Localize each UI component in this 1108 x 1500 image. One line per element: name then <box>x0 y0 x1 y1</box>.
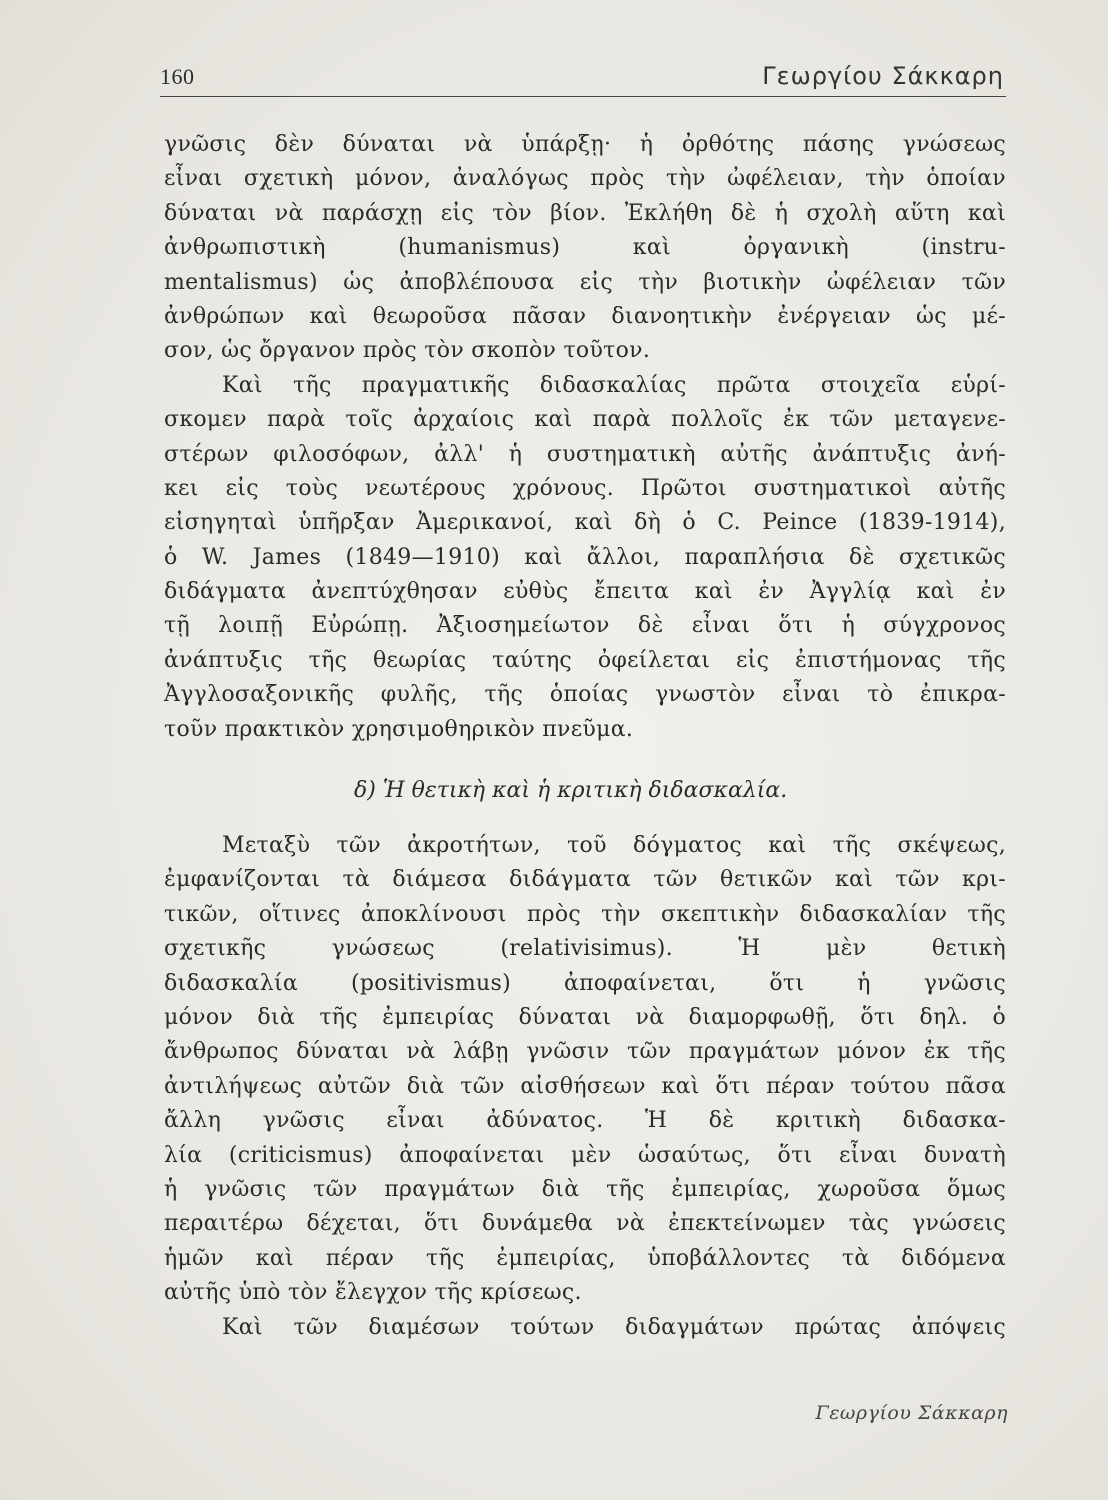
text-line: ἄλλη γνῶσις εἶναι ἀδύνατος. Ἡ δὲ κριτικὴ διδασκα- <box>164 1108 1006 1134</box>
footer-signature: Γεωργίου Σάκκαρη <box>815 1402 1008 1424</box>
paragraph-1 <box>164 128 1006 369</box>
page-header <box>160 60 1004 96</box>
text-line: δύναται νὰ παράσχῃ εἰς τὸν βίον. Ἐκλήθη δὲ ἡ σχολὴ αὕτη καὶ <box>164 200 1006 226</box>
text-line: Καὶ τῶν διαμέσων τούτων διδαγμάτων πρώτας ἀπόψεις <box>222 1314 1006 1340</box>
page-body <box>164 128 1006 1345</box>
running-head: Γεωργίου Σάκκαρη <box>762 62 1004 90</box>
text-line: στέρων φιλοσόφων, ἀλλ' ἡ συστηματικὴ αὐτῆς ἀνάπτυξις ἀνή- <box>164 441 1006 467</box>
text-line: ἀνθρωπιστικὴ (humanismus) καὶ ὀργανικὴ (instru- <box>164 235 1006 261</box>
text-line: ἀνάπτυξις τῆς θεωρίας ταύτης ὀφείλεται εἰς ἐπιστήμονας τῆς <box>164 647 1006 673</box>
text-line: ἡμῶν καὶ πέραν τῆς ἐμπειρίας, ὑποβάλλοντες τὰ διδόμενα <box>164 1245 1006 1271</box>
text-line: σχετικῆς γνώσεως (relativisimus). Ἡ μὲν θετικὴ <box>164 936 1006 962</box>
text-line: εἰσηγηταὶ ὑπῆρξαν Ἀμερικανοί, καὶ δὴ ὁ C. Peince (1839-1914), <box>164 510 1006 536</box>
text-line: ὁ W. James (1849—1910) καὶ ἄλλοι, παραπλήσια δὲ σχετικῶς <box>164 544 1006 570</box>
text-line: Μεταξὺ τῶν ἀκροτήτων, τοῦ δόγματος καὶ τῆς σκέψεως, <box>222 833 1006 859</box>
text-line: λία (criticismus) ἀποφαίνεται μὲν ὡσαύτως, ὅτι εἶναι δυνατὴ <box>164 1142 1006 1168</box>
text-line: mentalismus) ὡς ἀποβλέπουσα εἰς τὴν βιοτικὴν ὠφέλειαν τῶν <box>164 269 1006 295</box>
section-heading: δ) Ἡ θετικὴ καὶ ἡ κριτικὴ διδασκαλία. <box>354 778 788 804</box>
text-line: ἄνθρωπος δύναται νὰ λάβῃ γνῶσιν τῶν πραγμάτων μόνον ἐκ τῆς <box>164 1039 1006 1065</box>
text-line: ἀνθρώπων καὶ θεωροῦσα πᾶσαν διανοητικὴν ἐνέργειαν ὡς μέ- <box>164 303 1006 329</box>
text-line: μόνον διὰ τῆς ἐμπειρίας δύναται νὰ διαμορφωθῇ, ὅτι δηλ. ὁ <box>164 1004 1006 1030</box>
text-line: περαιτέρω δέχεται, ὅτι δυνάμεθα νὰ ἐπεκτείνωμεν τὰς γνώσεις <box>164 1211 1006 1237</box>
text-line: γνῶσις δὲν δύναται νὰ ὑπάρξῃ· ἡ ὀρθότης πάσης γνώσεως <box>164 132 1006 157</box>
text-line: Ἀγγλοσαξονικῆς φυλῆς, τῆς ὁποίας γνωστὸν εἶναι τὸ ἐπικρα- <box>164 682 1006 708</box>
paragraph-2 <box>164 369 1006 747</box>
text-line: κει εἰς τοὺς νεωτέρους χρόνους. Πρῶτοι συστηματικοὶ αὐτῆς <box>164 475 1006 501</box>
text-line: ἐμφανίζονται τὰ διάμεσα διδάγματα τῶν θετικῶν καὶ τῶν κρι- <box>164 867 1006 893</box>
header-rule <box>160 96 1006 97</box>
text-line: αὐτῆς ὑπὸ τὸν ἔλεγχον τῆς κρίσεως. <box>164 1280 582 1306</box>
text-line: ἀντιλήψεως αὐτῶν διὰ τῶν αἰσθήσεων καὶ ὅτι πέραν τούτου πᾶσα <box>164 1073 1006 1099</box>
page-number: 160 <box>160 64 195 89</box>
text-line: σον, ὡς ὄργανον πρὸς τὸν σκοπὸν τοῦτον. <box>164 338 651 364</box>
text-line: τῇ λοιπῇ Εὐρώπῃ. Ἀξιοσημείωτον δὲ εἶναι ὅτι ἡ σύγχρονος <box>164 613 1006 639</box>
text-line: διδάγματα ἀνεπτύχθησαν εὐθὺς ἔπειτα καὶ ἐν Ἀγγλίᾳ καὶ ἐν <box>164 579 1006 605</box>
text-line: σκομεν παρὰ τοῖς ἀρχαίοις καὶ παρὰ πολλοῖς ἐκ τῶν μεταγενε- <box>164 407 1006 433</box>
paragraph-3 <box>164 829 1006 1310</box>
text-line: ἡ γνῶσις τῶν πραγμάτων διὰ τῆς ἐμπειρίας, χωροῦσα ὅμως <box>164 1176 1006 1202</box>
text-line: Καὶ τῆς πραγματικῆς διδασκαλίας πρῶτα στοιχεῖα εὑρί- <box>222 372 1006 398</box>
text-line: διδασκαλία (positivismus) ἀποφαίνεται, ὅτι ἡ γνῶσις <box>164 970 1006 996</box>
text-line: τοῦν πρακτικὸν χρησιμοθηρικὸν πνεῦμα. <box>164 716 634 742</box>
text-line: τικῶν, οἵτινες ἀποκλίνουσι πρὸς τὴν σκεπτικὴν διδασκαλίαν τῆς <box>164 901 1006 927</box>
text-line: εἶναι σχετικὴ μόνον, ἀναλόγως πρὸς τὴν ὠφέλειαν, τὴν ὁποίαν <box>164 166 1006 192</box>
paragraph-4 <box>164 1311 1006 1345</box>
